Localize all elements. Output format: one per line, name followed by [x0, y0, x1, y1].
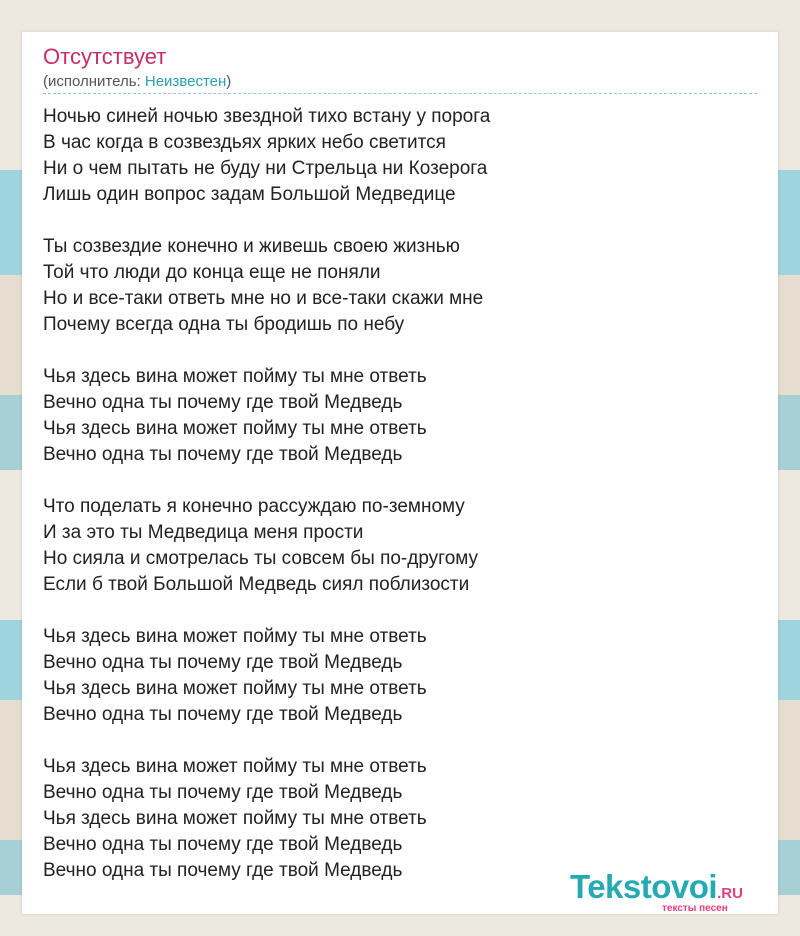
logo-tagline: тексты песен [662, 903, 728, 914]
lyric-line: Чья здесь вина может пойму ты мне ответь [43, 626, 427, 647]
lyric-line: Чья здесь вина может пойму ты мне ответь [43, 418, 427, 439]
lyric-line [43, 208, 757, 234]
lyric-line: Чья здесь вина может пойму ты мне ответь [43, 366, 427, 387]
lyric-line [43, 598, 757, 624]
lyric-line: Но сияла и смотрелась ты совсем бы по-другому [43, 548, 479, 569]
song-title: Отсутствует [43, 44, 167, 69]
lyric-line [43, 728, 757, 754]
lyric-line: Если б твой Большой Медведь сиял поблизости [43, 574, 470, 595]
lyric-line: Вечно одна ты почему где твой Медведь [43, 444, 403, 465]
lyric-line: Вечно одна ты почему где твой Медведь [43, 782, 403, 803]
lyric-line: Чья здесь вина может пойму ты мне ответь [43, 756, 427, 777]
lyrics-text [43, 104, 757, 884]
lyric-line: Той что люди до конца еще не поняли [43, 262, 381, 283]
site-logo[interactable] [570, 868, 743, 914]
lyric-line [43, 338, 757, 364]
lyric-line: Вечно одна ты почему где твой Медведь [43, 652, 403, 673]
lyric-line: Вечно одна ты почему где твой Медведь [43, 860, 403, 881]
logo-wordmark: Tekstovoi [570, 868, 718, 905]
title-divider [43, 93, 757, 94]
lyric-line: И за это ты Медведица меня прости [43, 522, 364, 543]
lyric-line [43, 468, 757, 494]
lyric-line: Лишь один вопрос задам Большой Медведице [43, 184, 456, 205]
lyrics-card [22, 32, 778, 914]
lyric-line: Вечно одна ты почему где твой Медведь [43, 392, 403, 413]
lyric-line: Чья здесь вина может пойму ты мне ответь [43, 678, 427, 699]
lyric-line: Что поделать я конечно рассуждаю по-земному [43, 496, 465, 517]
lyric-line: Почему всегда одна ты бродишь по небу [43, 314, 405, 335]
lyric-line: Ты созвездие конечно и живешь своею жизнью [43, 236, 460, 257]
lyric-line: Ни о чем пытать не буду ни Стрельца ни Козерога [43, 158, 488, 179]
lyric-line: Вечно одна ты почему где твой Медведь [43, 704, 403, 725]
artist-suffix: ) [226, 73, 232, 90]
lyric-line: Ночью синей ночью звездной тихо встану у порога [43, 106, 491, 127]
artist-prefix: (исполнитель: [43, 73, 145, 90]
lyric-line: Чья здесь вина может пойму ты мне ответь [43, 808, 427, 829]
lyric-line: Но и все-таки ответь мне но и все-таки скажи мне [43, 288, 484, 309]
artist-link[interactable]: Неизвестен [144, 73, 227, 90]
lyric-line: Вечно одна ты почему где твой Медведь [43, 834, 403, 855]
logo-domain: .RU [717, 885, 743, 902]
lyric-line: В час когда в созвездьях ярких небо светится [43, 132, 446, 153]
artist-line [43, 73, 231, 91]
